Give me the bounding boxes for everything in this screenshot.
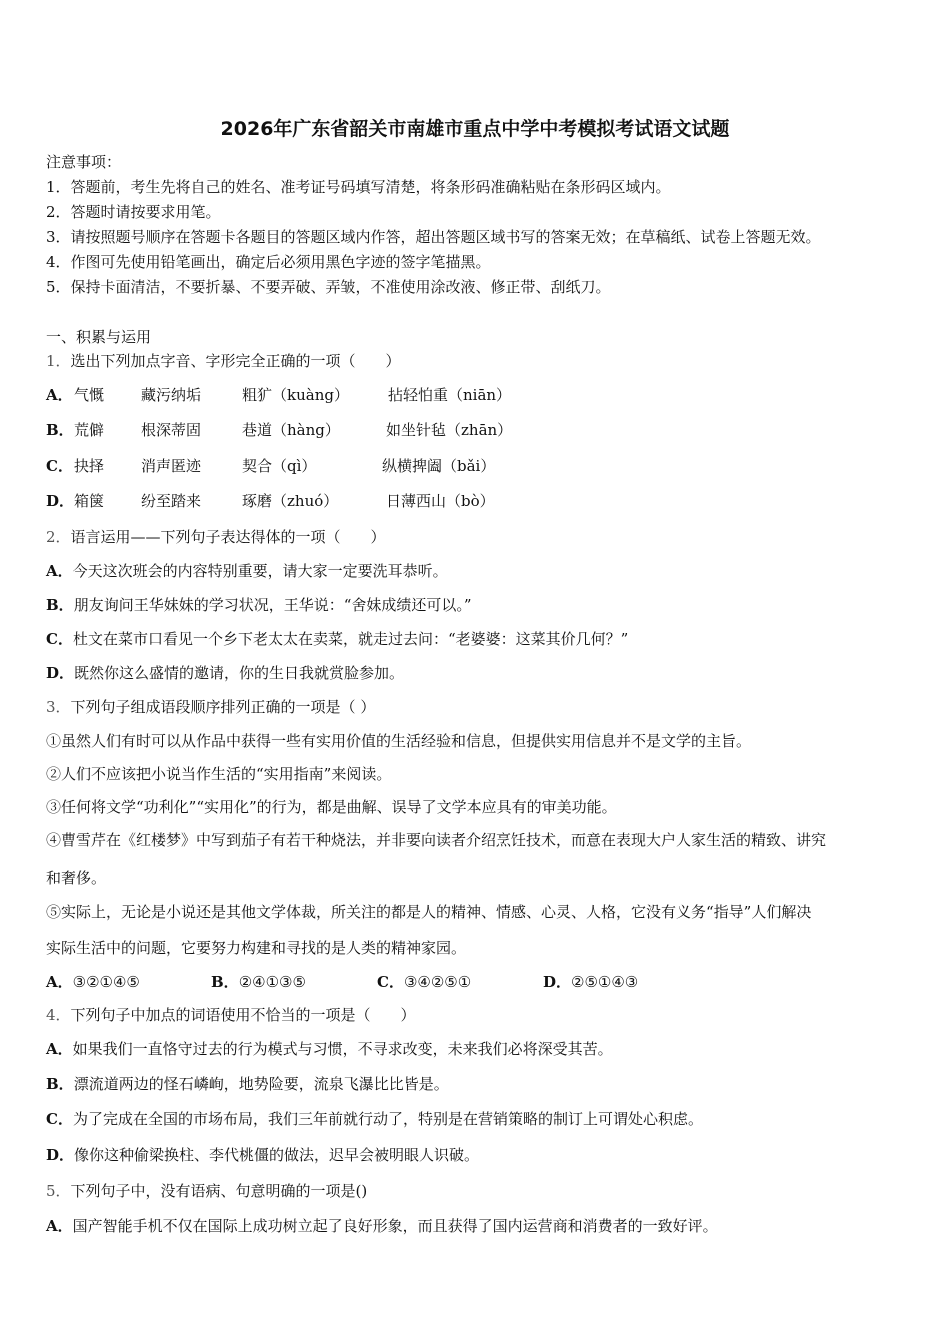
notice-item: 2．答题时请按要求用笔。 bbox=[46, 203, 221, 221]
option-label: A． bbox=[46, 1040, 73, 1058]
option-cell: 如坐针毡（zhān） bbox=[386, 421, 513, 439]
option-text: 像你这种偷梁换柱、李代桃僵的做法，迟早会被明眼人识破。 bbox=[74, 1146, 480, 1164]
option-text: ③④②⑤① bbox=[403, 973, 472, 991]
sentence-4-cont: 和奢侈。 bbox=[46, 869, 107, 887]
question-1-stem bbox=[46, 351, 401, 371]
option-label: D． bbox=[46, 492, 75, 510]
section-heading: 一、积累与运用 bbox=[46, 328, 152, 346]
notice-item: 3．请按照题号顺序在答题卡各题目的答题区域内作答，超出答题区域书写的答案无效；在草稿纸、试卷上答题无效。 bbox=[46, 228, 821, 246]
option-label: C． bbox=[46, 630, 73, 648]
option-label: D． bbox=[46, 1146, 75, 1164]
option-text: ②④①③⑤ bbox=[238, 973, 306, 991]
option-text: ②⑤①④③ bbox=[571, 973, 639, 991]
question-number: 4． bbox=[46, 1006, 71, 1024]
question-text: 选出下列加点字音、字形完全正确的一项（ ） bbox=[70, 352, 401, 370]
option-row bbox=[46, 1216, 718, 1236]
option-cell: 抉择 bbox=[74, 457, 105, 475]
option-text: 今天这次班会的内容特别重要，请大家一定要洗耳恭听。 bbox=[72, 562, 448, 580]
option-text: 漂流道两边的怪石嶙峋，地势险要，流泉飞瀑比比皆是。 bbox=[73, 1075, 449, 1093]
question-number: 2． bbox=[46, 528, 71, 546]
option-label: B． bbox=[211, 973, 239, 991]
notice-item: 4．作图可先使用铅笔画出，确定后必须用黑色字迹的签字笔描黑。 bbox=[46, 253, 491, 271]
option-text: 国产智能手机不仅在国际上成功树立起了良好形象，而且获得了国内运营商和消费者的一致好评。 bbox=[72, 1217, 718, 1235]
option-label: A． bbox=[46, 562, 73, 580]
question-number: 1． bbox=[46, 352, 71, 370]
option-cell: 琢磨（zhuó） bbox=[242, 492, 339, 510]
option-label: D． bbox=[46, 664, 75, 682]
notice-item: 1．答题前，考生先将自己的姓名、准考证号码填写清楚，将条形码准确粘贴在条形码区域内。 bbox=[46, 178, 671, 196]
option-row bbox=[46, 561, 448, 581]
option-label: B． bbox=[46, 421, 74, 439]
option-row bbox=[46, 1039, 613, 1059]
question-number: 5． bbox=[46, 1182, 71, 1200]
sentence-1: ①虽然人们有时可以从作品中获得一些有实用价值的生活经验和信息，但提供实用信息并不是文学的主旨。 bbox=[46, 732, 752, 750]
question-text: 下列句子中加点的词语使用不恰当的一项是（ ） bbox=[70, 1006, 416, 1024]
option-row bbox=[377, 972, 471, 992]
sentence-4: ④曹雪芹在《红楼梦》中写到茄子有若干种烧法，并非要向读者介绍烹饪技术，而意在表现大户人家生活的精致、讲究 bbox=[46, 831, 827, 849]
page-title: 2026年广东省韶关市南雄市重点中学中考模拟考试语文试题 bbox=[220, 118, 730, 140]
option-cell: 消声匿迹 bbox=[141, 457, 202, 475]
option-text: 杜文在菜市口看见一个乡下老太太在卖菜，就走过去问：“老婆婆：这菜其价几何？” bbox=[72, 630, 629, 648]
option-cell: 拈轻怕重（niān） bbox=[388, 386, 512, 404]
notice-heading: 注意事项： bbox=[46, 153, 122, 171]
sentence-5-cont: 实际生活中的问题，它要努力构建和寻找的是人类的精神家园。 bbox=[46, 939, 467, 957]
option-cell: 巷道（hàng） bbox=[242, 421, 340, 439]
option-row bbox=[46, 663, 404, 683]
option-label: A． bbox=[46, 973, 73, 991]
question-number: 3． bbox=[46, 698, 71, 716]
option-label: D． bbox=[543, 973, 572, 991]
option-text: 为了完成在全国的市场布局，我们三年前就行动了，特别是在营销策略的制订上可谓处心积虑。 bbox=[72, 1110, 703, 1128]
option-text: 既然你这么盛情的邀请，你的生日我就赏脸参加。 bbox=[74, 664, 405, 682]
option-cell: 箱箧 bbox=[74, 492, 105, 510]
question-text: 下列句子组成语段顺序排列正确的一项是（ ） bbox=[70, 698, 376, 716]
option-text: 如果我们一直恪守过去的行为模式与习惯，不寻求改变，未来我们必将深受其苦。 bbox=[72, 1040, 613, 1058]
option-label: C． bbox=[377, 973, 404, 991]
option-cell: 荒僻 bbox=[74, 421, 105, 439]
sentence-3: ③任何将文学“功利化”“实用化”的行为，都是曲解、误导了文学本应具有的审美功能。 bbox=[46, 798, 617, 816]
question-3-stem bbox=[46, 697, 375, 717]
option-cell: 气慨 bbox=[74, 386, 105, 404]
option-text: 朋友询问王华妹妹的学习状况，王华说：“舍妹成绩还可以。” bbox=[73, 596, 472, 614]
sentence-2: ②人们不应该把小说当作生活的“实用指南”来阅读。 bbox=[46, 765, 392, 783]
option-label: B． bbox=[46, 596, 74, 614]
option-cell: 纷至踏来 bbox=[141, 492, 202, 510]
question-5-stem bbox=[46, 1181, 367, 1201]
option-row bbox=[46, 595, 472, 615]
notice-item: 5．保持卡面清洁，不要折暴、不要弄破、弄皱，不准使用涂改液、修正带、刮纸刀。 bbox=[46, 278, 611, 296]
option-row bbox=[46, 1074, 449, 1094]
option-row bbox=[46, 972, 140, 992]
option-label: B． bbox=[46, 1075, 74, 1093]
option-row bbox=[46, 629, 628, 649]
option-cell: 根深蒂固 bbox=[141, 421, 202, 439]
option-cell: 契合（qì） bbox=[242, 457, 317, 475]
option-row bbox=[46, 1109, 703, 1129]
option-label: C． bbox=[46, 457, 73, 475]
option-label: A． bbox=[46, 1217, 73, 1235]
option-text: ③②①④⑤ bbox=[72, 973, 140, 991]
option-row bbox=[543, 972, 638, 992]
option-label: C． bbox=[46, 1110, 73, 1128]
option-row bbox=[211, 972, 306, 992]
question-4-stem bbox=[46, 1005, 416, 1025]
option-cell: 粗犷（kuàng） bbox=[242, 386, 349, 404]
question-2-stem bbox=[46, 527, 386, 547]
question-text: 下列句子中，没有语病、句意明确的一项是() bbox=[70, 1182, 368, 1200]
option-cell: 藏污纳垢 bbox=[141, 386, 202, 404]
question-text: 语言运用——下列句子表达得体的一项（ ） bbox=[70, 528, 386, 546]
sentence-5: ⑤实际上，无论是小说还是其他文学体裁，所关注的都是人的精神、情感、心灵、人格，它没有义务“指导”人们解决 bbox=[46, 903, 812, 921]
option-label: A． bbox=[46, 386, 73, 404]
option-row bbox=[46, 1145, 479, 1165]
option-cell: 日薄西山（bò） bbox=[386, 492, 495, 510]
option-cell: 纵横捭阖（bǎi） bbox=[382, 457, 496, 475]
